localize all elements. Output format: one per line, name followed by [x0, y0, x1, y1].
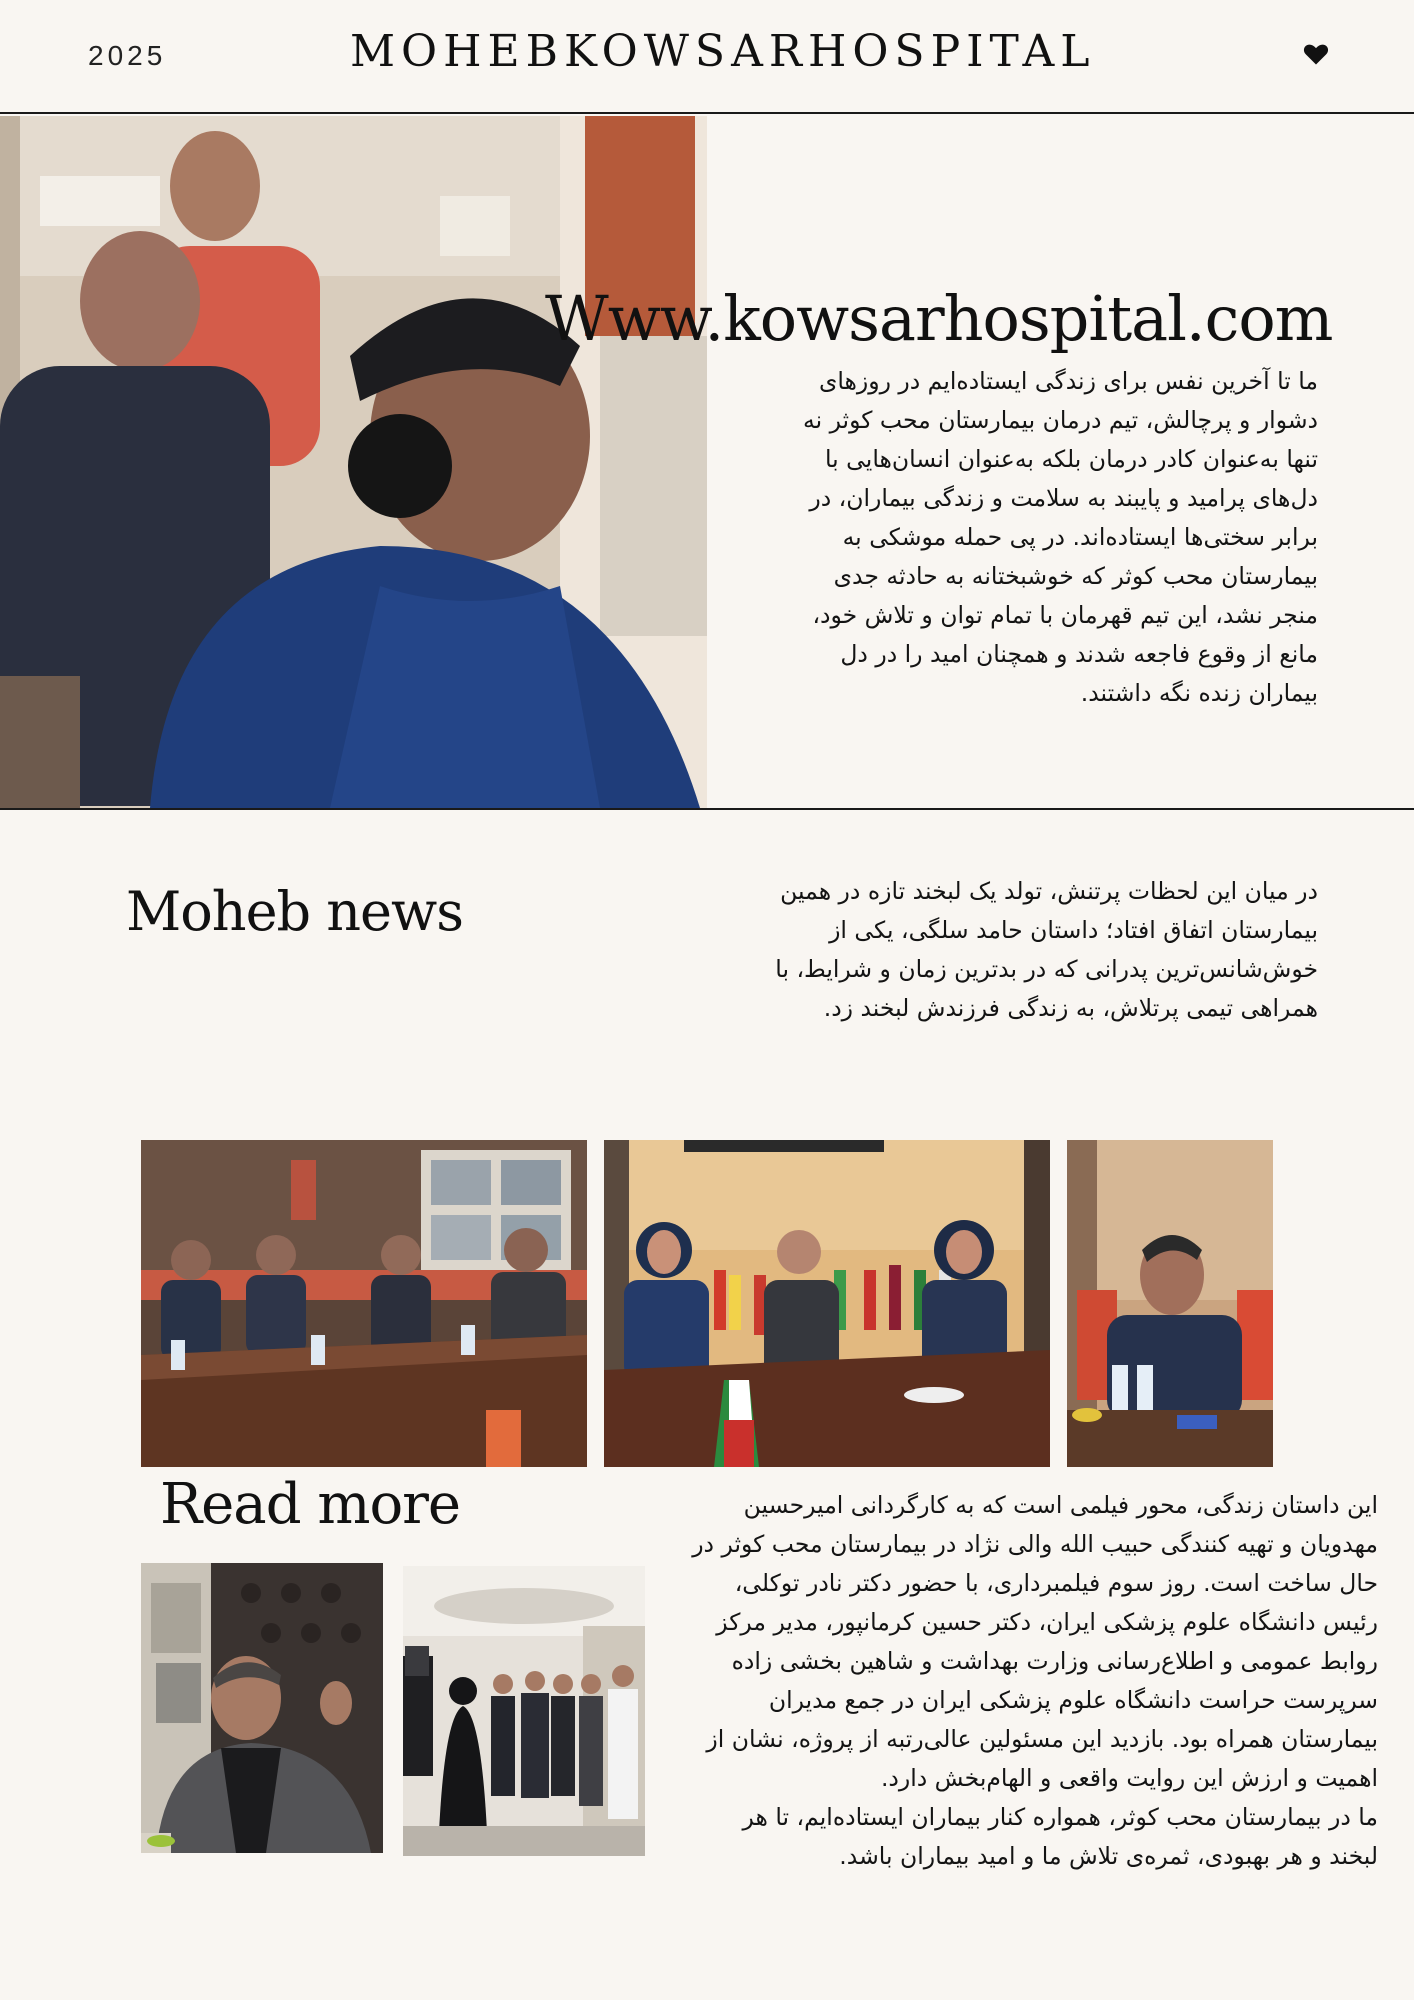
hero-paragraph [800, 362, 1318, 713]
heart-icon[interactable] [1302, 40, 1330, 68]
read-more-paragraph [690, 1486, 1378, 1876]
hero-divider [0, 808, 1414, 810]
film-photo-1 [141, 1563, 383, 1853]
meeting-photo-1 [141, 1140, 587, 1467]
header-brand: MOHEBKOWSARHOSPITAL [350, 26, 1096, 77]
meeting-photo-2 [604, 1140, 1050, 1467]
read-more-paragraph-1: این داستان زندگی، محور فیلمی است که به کارگردانی امیرحسین مهدویان و تهیه کنندگی حبیب الله والی نژاد در بیمارستان محب کوثر در حال ساخت است. روز سوم فیلمبرداری، با حضور دکتر نادر توکلی، رئیس دانشگاه علوم پزشکی ایران، دکتر حسین کرمانپور، مدیر مرکز روابط عمومی و اطلاع‌رسانی وزارت بهداشت و شاهین بخشی زاده سرپرست حراست دانشگاه علوم پزشکی ایران در جمع مدیران بیمارستان همراه بود. بازدید این مسئولین عالی‌رتبه از پروژه، نشان از اهمیت و ارزش این روایت واقعی و الهام‌بخش دارد. [692, 1491, 1378, 1792]
read-more-paragraph-2: ما در بیمارستان محب کوثر، همواره کنار بیماران ایستاده‌ایم، تا هر لبخند و هر بهبودی، ثمره‌ی تلاش ما و امید بیماران باشد. [742, 1803, 1378, 1870]
read-more-title[interactable]: Read more [160, 1472, 461, 1537]
meeting-photo-3 [1067, 1140, 1273, 1467]
film-photo-2 [403, 1566, 645, 1856]
news-paragraph-text: در میان این لحظات پرتنش، تولد یک لبخند تازه در همین بیمارستان اتفاق افتاد؛ داستان حامد سلگی، یکی از خوش‌شانس‌ترین پدرانی که در بدترین زمان و شرایط، با همراهی تیمی پرتلاش، به زندگی فرزندش لبخند زد. [775, 877, 1318, 1022]
hero-paragraph-text: ما تا آخرین نفس برای زندگی ایستاده‌ایم در روزهای دشوار و پرچالش، تیم درمان بیمارستان محب کوثر نه تنها به‌عنوان کادر درمان بلکه به‌عنوان انسان‌هایی با دل‌های پرامید و پایبند به سلامت و زندگی بیماران، در برابر سختی‌ها ایستاده‌اند. در پی حمله موشکی به بیمارستان محب کوثر که خوشبختانه به حادثه جدی منجر نشد، این تیم قهرمان با تمام توان و تلاش خود، مانع از وقوع فاجعه شدند و همچنان امید را در دل بیماران زنده نگه داشتند. [802, 367, 1318, 707]
header-year: 2025 [88, 40, 167, 71]
hero-photo [0, 116, 707, 808]
website-url[interactable]: Www.kowsarhospital.com [545, 282, 1333, 355]
news-paragraph [740, 872, 1318, 1028]
news-title: Moheb news [126, 880, 463, 943]
header-divider [0, 112, 1414, 114]
